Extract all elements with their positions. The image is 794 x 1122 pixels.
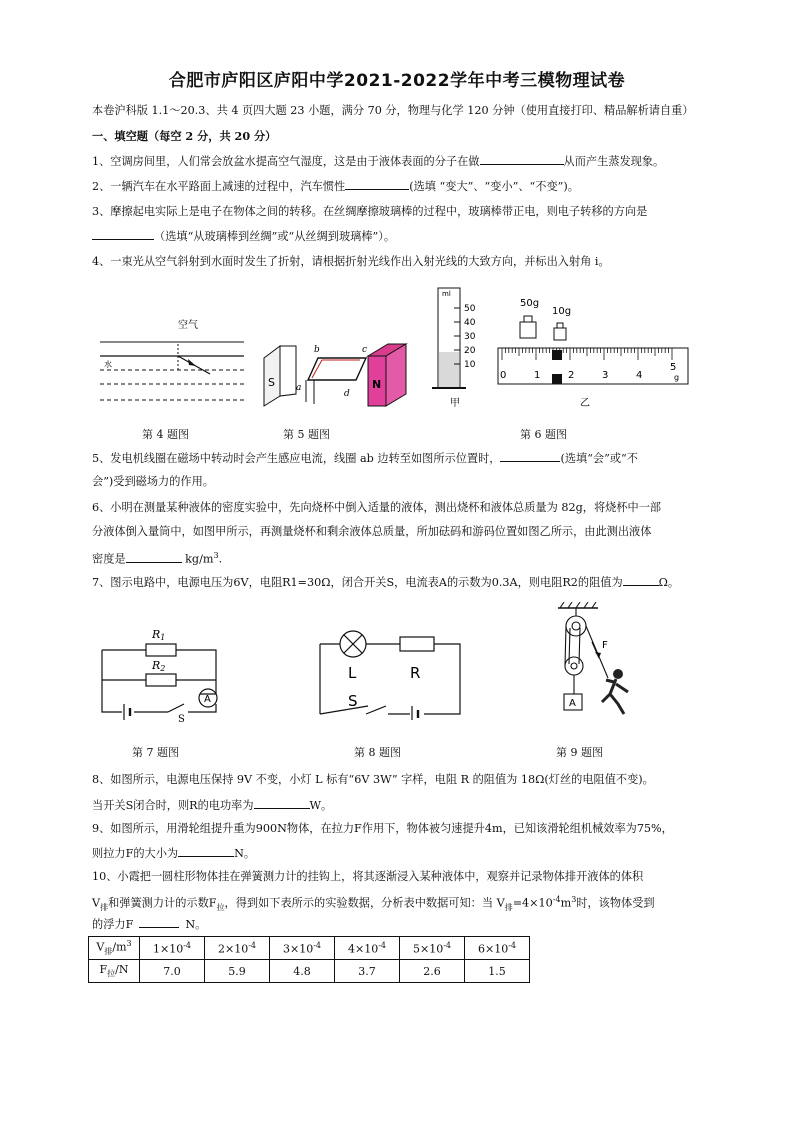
ruler-number: 0 xyxy=(500,370,507,381)
label-switch: S xyxy=(348,692,358,710)
q9-text-end: N。 xyxy=(234,847,256,860)
question-10: 10、小霞把一圆柱形物体挂在弹簧测力计的挂钩上，将其逐渐浸入某种液体中，观察并记录物体排开液体的体积 xyxy=(92,870,644,883)
q2-blank[interactable] xyxy=(345,178,409,190)
table-cell: 1.5 xyxy=(465,960,530,983)
switch xyxy=(366,706,386,714)
cell-value: 2×10 xyxy=(217,942,249,956)
q6-unit: kg/m xyxy=(185,552,214,566)
table-row xyxy=(89,937,530,960)
q10-sub: 排 xyxy=(504,902,513,912)
q9-text: 则拉力F的大小为 xyxy=(92,847,179,860)
resistor-r2 xyxy=(146,674,176,686)
person-icon xyxy=(602,669,628,714)
q10-sub: 拉 xyxy=(216,902,225,912)
figure-7-caption: 第 7 题图 xyxy=(132,746,179,759)
figure-9-pulley xyxy=(544,602,638,720)
question-6: 6、小明在测量某种液体的密度实验中，先向烧杯中倒入适量的液体，测出烧杯和液体总质量为 82g，将烧杯中一部 xyxy=(92,501,662,514)
rider-top xyxy=(552,350,562,360)
rope xyxy=(565,626,566,666)
pulley-axle xyxy=(571,663,577,669)
wire xyxy=(320,644,460,714)
label-d: d xyxy=(344,389,350,399)
table-head-cell xyxy=(89,937,140,960)
cyl-tick: 10 xyxy=(464,360,476,370)
label-r: R xyxy=(152,659,161,672)
cyl-tick: 20 xyxy=(464,346,476,356)
q10-text: 和弹簧测力计的示数F xyxy=(108,896,217,910)
label-b: b xyxy=(314,345,320,355)
q8-text: 当开关S闭合时，则R的电功率为 xyxy=(92,799,254,812)
q10-blank[interactable] xyxy=(139,916,179,928)
label-r: R xyxy=(152,628,161,641)
figure-4-caption: 第 4 题图 xyxy=(142,428,189,441)
label-lamp: L xyxy=(348,664,357,682)
q5-text: 5、发电机线圈在磁场中转动时会产生感应电流，线圈 ab 边转至如图所示位置时， xyxy=(92,452,501,465)
question-8-line-2 xyxy=(92,797,712,814)
question-3-line-2 xyxy=(92,228,712,245)
head-sub: 排 xyxy=(104,946,113,956)
head-text: V xyxy=(96,940,105,954)
cell-value: 3×10 xyxy=(282,942,314,956)
weight-10g xyxy=(554,328,566,340)
unit-ml: ml xyxy=(442,290,451,298)
q6-text: 密度是 xyxy=(92,552,126,566)
label-yi: 乙 xyxy=(580,398,590,409)
arrow-icon xyxy=(188,359,196,366)
q10-text: 时，该物体受到 xyxy=(576,896,655,910)
weight-50g-label: 50g xyxy=(520,298,540,309)
q8-blank[interactable] xyxy=(254,797,310,809)
weight-10g-label: 10g xyxy=(552,306,572,317)
question-6-line-2: 分液体倒入量筒中，如图甲所示，再测量烧杯和剩余液体总质量，所加砝码和游码位置如图乙所示，由此测出液体 xyxy=(92,525,652,538)
balance-ruler xyxy=(498,348,688,384)
table-cell: 7.0 xyxy=(140,960,205,983)
figure-8-caption: 第 8 题图 xyxy=(354,746,401,759)
head-unit: /N xyxy=(115,962,129,976)
q5-text-end: (选填“会”或“不 xyxy=(560,452,638,465)
rider-bottom xyxy=(552,374,562,384)
cell-exp: -4 xyxy=(443,940,451,950)
cell-exp: -4 xyxy=(183,940,191,950)
q10-text: =4×10 xyxy=(512,896,553,910)
q6-unit-exp: 3 xyxy=(213,551,219,560)
q1-text-end: 从而产生蒸发现象。 xyxy=(563,155,665,168)
q1-text: 1、空调房间里，人们常会放盆水提高空气湿度，这是由于液体表面的分子在做 xyxy=(92,155,480,168)
weight-knob xyxy=(557,323,563,328)
label-sub: 2 xyxy=(160,664,166,673)
label-ammeter: A xyxy=(204,694,211,705)
q6-text-end: . xyxy=(218,552,223,566)
ruler-number: 4 xyxy=(636,370,643,381)
ruler-number: 1 xyxy=(534,370,541,381)
section-heading: 一、填空题（每空 2 分，共 20 分） xyxy=(92,129,277,143)
question-5-line-2: 会”)受到磁场力的作用。 xyxy=(92,475,214,488)
q3-blank[interactable] xyxy=(92,228,154,240)
cyl-tick: 40 xyxy=(464,318,476,328)
ruler-unit: g xyxy=(674,373,680,382)
ceiling-hatch xyxy=(560,602,596,608)
label-water: 水 xyxy=(104,360,112,369)
label-c: c xyxy=(362,345,368,355)
q5-blank[interactable] xyxy=(500,450,560,462)
figure-6-density xyxy=(430,284,692,412)
label-jia: 甲 xyxy=(450,398,460,409)
head-unit: /m xyxy=(112,940,127,954)
q10-sup: 3 xyxy=(571,895,577,904)
q10-text: ，得到如下表所示的实验数据，分析表中数据可知：当 V xyxy=(224,896,505,910)
label-block: A xyxy=(569,698,576,709)
pulley-axle xyxy=(572,622,580,630)
head-text: F xyxy=(99,962,108,976)
table-cell xyxy=(465,937,530,960)
magnet-s-face xyxy=(280,346,296,396)
question-3: 3、摩擦起电实际上是电子在物体之间的转移。在丝绸摩擦玻璃棒的过程中，玻璃棒带正电，则电子转移的方向是 xyxy=(92,205,648,218)
cell-exp: -4 xyxy=(248,940,256,950)
resistor xyxy=(400,637,434,651)
q9-blank[interactable] xyxy=(178,845,234,857)
label-sub: 1 xyxy=(160,633,166,642)
question-9: 9、如图所示，用滑轮组提升重为900N物体，在拉力F作用下，物体被匀速提升4m，已知该滑轮组机械效率为75%， xyxy=(92,822,673,835)
q10-text: V xyxy=(92,896,101,910)
question-5 xyxy=(92,450,712,467)
table-cell: 2.6 xyxy=(400,960,465,983)
coil-current xyxy=(312,360,360,378)
table-cell: 4.8 xyxy=(270,960,335,983)
question-1 xyxy=(92,153,712,170)
head-sub: 拉 xyxy=(107,969,116,979)
table-cell: 5.9 xyxy=(205,960,270,983)
resistor-r1 xyxy=(146,644,176,656)
arrow-icon xyxy=(595,652,601,658)
question-6-line-3 xyxy=(92,548,712,568)
question-7 xyxy=(92,574,712,591)
weight-knob xyxy=(524,316,532,322)
q2-text: 2、一辆汽车在水平路面上减速的过程中，汽车惯性 xyxy=(92,180,346,193)
ruler-number: 3 xyxy=(602,370,609,381)
figure-5-caption: 第 5 题图 xyxy=(283,428,330,441)
table-row xyxy=(89,960,530,983)
cell-exp: -4 xyxy=(378,940,386,950)
ruler-number: 2 xyxy=(568,370,575,381)
label-r1 xyxy=(151,628,165,642)
question-8: 8、如图所示，电源电压保持 9V 不变，小灯 L 标有“6V 3W” 字样，电阻 R 的阻值为 18Ω(灯丝的电阻值不变)。 xyxy=(92,773,654,786)
label-switch: S xyxy=(178,714,185,725)
q10-sup: -4 xyxy=(552,895,561,904)
question-10-line-2 xyxy=(92,892,712,916)
table-head-cell xyxy=(89,960,140,983)
label-air: 空气 xyxy=(178,320,198,331)
question-10-line-3 xyxy=(92,916,712,933)
weight-50g xyxy=(520,322,536,338)
figure-9-caption: 第 9 题图 xyxy=(556,746,603,759)
cyl-tick: 30 xyxy=(464,332,476,342)
figure-8-circuit xyxy=(314,626,464,720)
label-a: a xyxy=(296,383,302,393)
figure-7-circuit xyxy=(96,622,232,726)
label-n: N xyxy=(372,378,382,391)
table-cell xyxy=(205,937,270,960)
intro-text: 本卷沪科版 1.1～20.3、共 4 页四大题 23 小题，满分 70 分，物理与化学 120 分钟（使用直接打印、精品解析请自重） xyxy=(92,104,694,117)
switch xyxy=(168,704,184,712)
cell-exp: -4 xyxy=(508,940,516,950)
head-exp: 3 xyxy=(126,939,132,949)
fixed-pulley xyxy=(566,616,586,636)
table-cell xyxy=(140,937,205,960)
movable-pulley xyxy=(565,657,583,675)
label-s: S xyxy=(268,376,275,389)
label-force: F xyxy=(602,640,608,651)
ruler-number: 5 xyxy=(670,362,677,373)
q10-sub: 排 xyxy=(100,902,109,912)
figure-5-generator xyxy=(258,336,410,408)
cell-value: 1×10 xyxy=(152,942,184,956)
q2-text-end: (选填 “变大”、“变小”、“不变”)。 xyxy=(409,180,579,193)
q10-text-end: N。 xyxy=(185,918,207,931)
question-2 xyxy=(92,178,712,195)
cell-value: 5×10 xyxy=(412,942,444,956)
question-4: 4、一束光从空气斜射到水面时发生了折射，请根据折射光线作出入射光线的大致方向，并标出入射角 i。 xyxy=(92,255,610,268)
label-r2 xyxy=(151,659,165,673)
figure-4-refraction xyxy=(98,312,246,412)
q10-text: m xyxy=(560,896,572,910)
liquid-level xyxy=(439,352,459,388)
q7-text-end: Ω。 xyxy=(658,576,680,589)
cyl-tick: 50 xyxy=(464,304,476,314)
table-cell xyxy=(335,937,400,960)
rope-pull xyxy=(586,626,608,678)
q7-text: 7、图示电路中，电源电压为6V，电阻R1=30Ω，闭合开关S，电流表A的示数为0.3A，则电阻R2的阻值为 xyxy=(92,576,623,589)
table-cell xyxy=(400,937,465,960)
question-9-line-2 xyxy=(92,845,712,862)
q10-text: 的浮力F xyxy=(92,918,134,931)
cell-value: 4×10 xyxy=(347,942,379,956)
figure-6-caption: 第 6 题图 xyxy=(520,428,567,441)
cell-exp: -4 xyxy=(313,940,321,950)
page-title: 合肥市庐阳区庐阳中学2021-2022学年中考三模物理试卷 xyxy=(168,71,626,91)
data-table xyxy=(88,936,530,983)
q6-blank[interactable] xyxy=(126,551,182,563)
q3-text-end: （选填“从玻璃棒到丝绸”或“从丝绸到玻璃棒”）。 xyxy=(154,230,396,243)
label-resistor: R xyxy=(410,664,421,682)
cell-value: 6×10 xyxy=(477,942,509,956)
q1-blank[interactable] xyxy=(480,153,564,165)
q7-blank[interactable] xyxy=(623,574,659,586)
q8-text-end: W。 xyxy=(309,799,333,812)
table-cell: 3.7 xyxy=(335,960,400,983)
table-cell xyxy=(270,937,335,960)
